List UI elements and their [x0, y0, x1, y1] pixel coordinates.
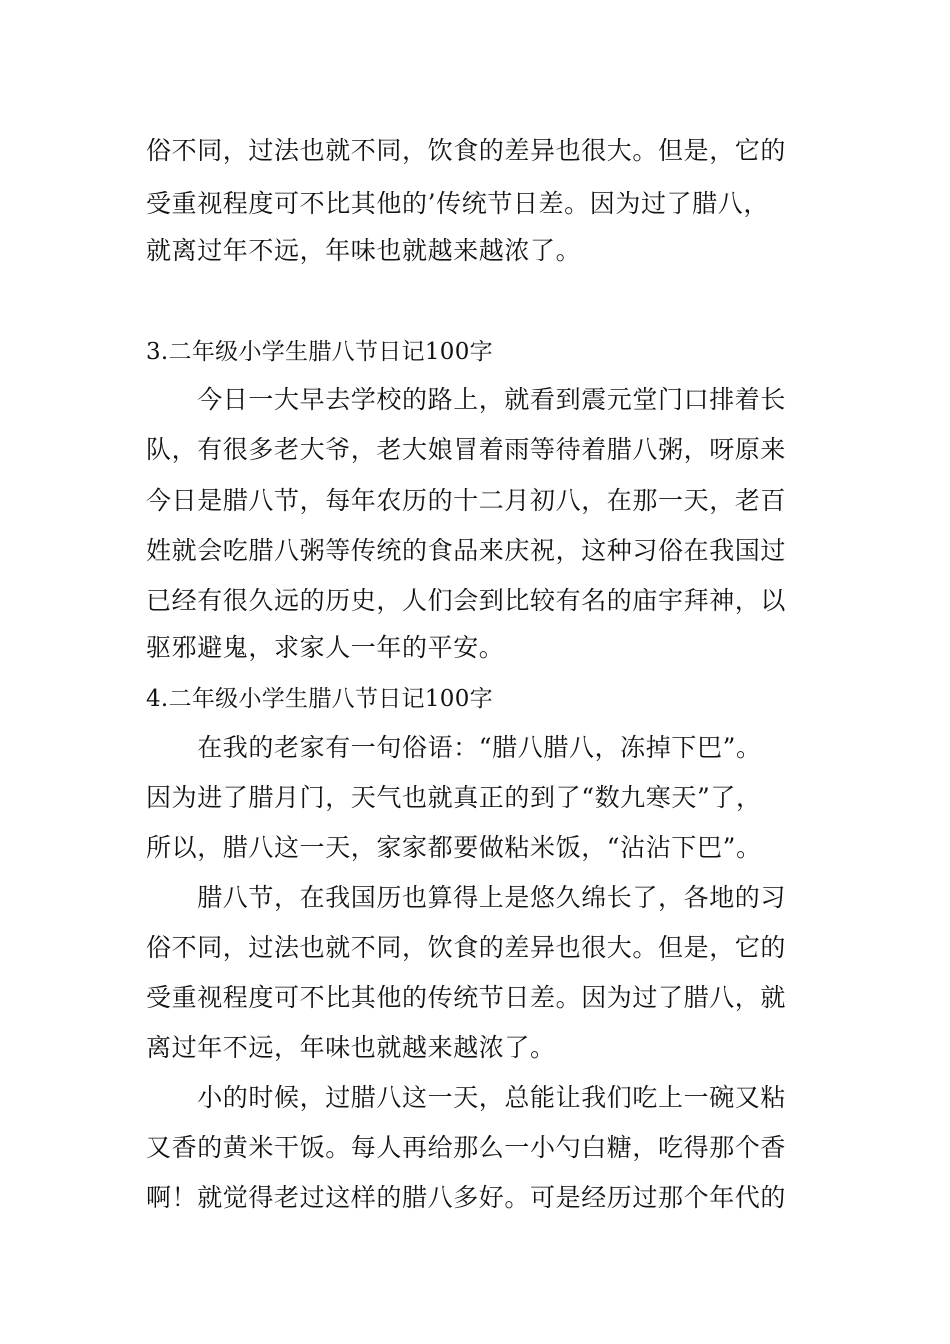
paragraph-line: 在我的老家有一句俗语：“腊八腊八，冻掉下巴”。 — [146, 733, 762, 762]
paragraph-line: 腊八节，在我国历也算得上是悠久绵长了，各地的习 — [146, 883, 787, 912]
paragraph-line: 离过年不远，年味也就越来越浓了。 — [146, 1033, 556, 1062]
paragraph-line: 因为进了腊月门，天气也就真正的到了“数九寒天”了， — [146, 783, 762, 812]
paragraph-line: 受重视程度可不比其他的传统节日差。因为过了腊八，就 — [146, 983, 787, 1012]
paragraph-line: 驱邪避鬼，求家人一年的平安。 — [146, 633, 505, 662]
paragraph-line: 俗不同，过法也就不同，饮食的差异也很大。但是，它的 — [146, 136, 787, 165]
paragraph-line: 受重视程度可不比其他的’传统节日差。因为过了腊八， — [146, 189, 769, 218]
paragraph-line: 小的时候，过腊八这一天，总能让我们吃上一碗又粘 — [146, 1083, 787, 1112]
section-heading: 4.二年级小学生腊八节日记100字 — [146, 686, 493, 712]
paragraph-line: 已经有很久远的历史，人们会到比较有名的庙宇拜神，以 — [146, 586, 787, 615]
paragraph-line: 俗不同，过法也就不同，饮食的差异也很大。但是，它的 — [146, 933, 787, 962]
paragraph-line: 啊！就觉得老过这样的腊八多好。可是经历过那个年代的 — [146, 1183, 787, 1212]
paragraph-line: 队，有很多老大爷，老大娘冒着雨等待着腊八粥，呀原来 — [146, 435, 787, 464]
paragraph-line: 今日一大早去学校的路上，就看到震元堂门口排着长 — [146, 385, 787, 414]
paragraph-line: 又香的黄米干饭。每人再给那么一小勺白糖，吃得那个香 — [146, 1133, 787, 1162]
paragraph-line: 姓就会吃腊八粥等传统的食品来庆祝，这种习俗在我国过 — [146, 536, 787, 565]
section-heading: 3.二年级小学生腊八节日记100字 — [146, 339, 493, 365]
paragraph-line: 所以，腊八这一天，家家都要做粘米饭，“沾沾下巴”。 — [146, 833, 762, 862]
paragraph-line: 就离过年不远，年味也就越来越浓了。 — [146, 236, 582, 265]
paragraph-line: 今日是腊八节，每年农历的十二月初八，在那一天，老百 — [146, 486, 787, 515]
